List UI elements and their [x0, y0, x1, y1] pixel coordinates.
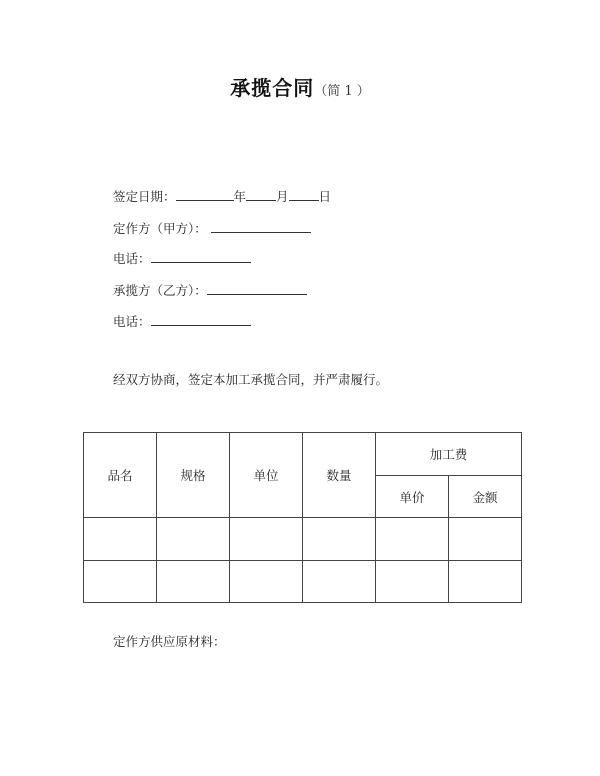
header-spec: 规格	[157, 433, 230, 518]
table-cell[interactable]	[449, 518, 522, 561]
table-row	[84, 561, 522, 603]
table-cell[interactable]	[376, 561, 449, 603]
party-a-field	[113, 218, 311, 238]
signing-date-label: 签定日期：	[113, 189, 176, 204]
material-supply-label: 定作方供应原材料：	[113, 634, 226, 649]
title-subtitle: （简 1 ）	[314, 84, 370, 99]
header-quantity: 数量	[303, 433, 376, 518]
processing-table	[83, 432, 522, 603]
table-cell[interactable]	[230, 518, 303, 561]
agreement-text: 经双方协商，签定本加工承揽合同，并严肃履行。	[113, 372, 389, 387]
document-title	[0, 72, 600, 101]
party-a-label: 定作方（甲方）：	[113, 221, 207, 236]
table-cell[interactable]	[84, 518, 157, 561]
phone-b-blank[interactable]	[151, 311, 251, 326]
phone-b-field	[113, 311, 251, 331]
table-cell[interactable]	[157, 561, 230, 603]
table-cell[interactable]	[157, 518, 230, 561]
table-cell[interactable]	[449, 561, 522, 603]
title-main: 承揽合同	[230, 76, 315, 100]
phone-a-field	[113, 248, 251, 268]
header-name: 品名	[84, 433, 157, 518]
day-blank[interactable]	[289, 186, 319, 201]
party-b-field	[113, 280, 307, 300]
day-label: 日	[318, 189, 332, 204]
header-amount: 金额	[449, 476, 522, 518]
table-cell[interactable]	[230, 561, 303, 603]
phone-b-label: 电话：	[113, 314, 151, 329]
phone-a-label: 电话：	[113, 251, 151, 266]
header-unit: 单位	[230, 433, 303, 518]
month-blank[interactable]	[246, 186, 276, 201]
signing-date-field	[113, 186, 331, 206]
party-b-blank[interactable]	[207, 280, 307, 295]
year-blank[interactable]	[176, 186, 234, 201]
header-processing-fee: 加工费	[376, 433, 522, 476]
month-label: 月	[276, 189, 289, 204]
table-cell[interactable]	[376, 518, 449, 561]
phone-a-blank[interactable]	[151, 248, 251, 263]
party-a-blank[interactable]	[211, 218, 311, 233]
year-label: 年	[233, 189, 247, 204]
table-cell[interactable]	[84, 561, 157, 603]
table-cell[interactable]	[303, 518, 376, 561]
party-b-label: 承揽方（乙方）：	[113, 283, 207, 298]
table-row	[84, 518, 522, 561]
header-unit-price: 单价	[376, 476, 449, 518]
table-cell[interactable]	[303, 561, 376, 603]
